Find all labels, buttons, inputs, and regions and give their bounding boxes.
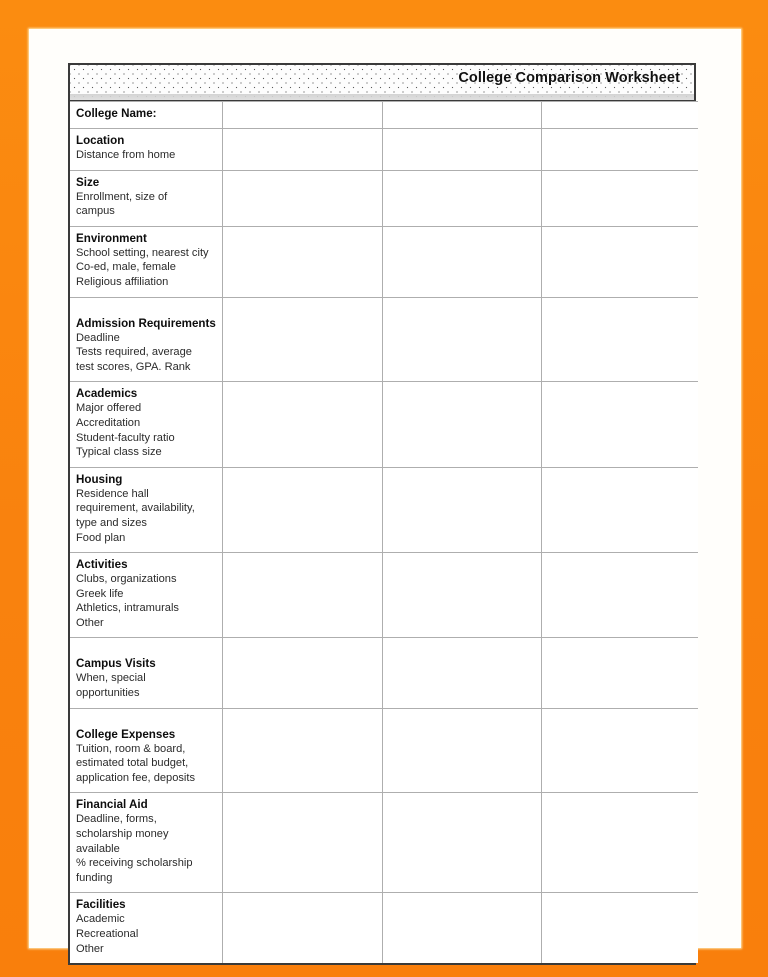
entry-cell[interactable] — [222, 467, 382, 552]
entry-cell[interactable] — [222, 297, 382, 382]
entry-cell[interactable] — [222, 708, 382, 793]
entry-cell[interactable] — [222, 793, 382, 893]
row-detail: When, special — [76, 672, 146, 685]
entry-cell[interactable] — [222, 382, 382, 467]
row-detail: % receiving scholarship — [76, 857, 193, 870]
entry-cell[interactable] — [222, 638, 382, 708]
row-detail: Co-ed, male, female — [76, 261, 176, 274]
row-detail: Religious affiliation — [76, 275, 169, 288]
row-detail: Enrollment, size of — [76, 190, 168, 203]
row-title: Campus Visits — [76, 657, 156, 671]
row-detail: scholarship money — [76, 828, 169, 841]
row-detail: Recreational — [76, 928, 139, 940]
row-label-facilities — [70, 893, 222, 963]
entry-cell[interactable] — [382, 297, 541, 382]
row-detail: Major offered — [76, 402, 142, 415]
entry-cell[interactable] — [382, 553, 541, 638]
entry-cell[interactable] — [541, 129, 698, 171]
row-label-location — [70, 129, 222, 171]
entry-cell[interactable] — [382, 129, 541, 171]
page-title: College Comparison Worksheet — [458, 70, 680, 86]
row-title: Size — [76, 175, 100, 189]
row-detail: School setting, nearest city — [76, 246, 209, 259]
row-label-financial-aid — [70, 793, 222, 893]
row-title: Housing — [76, 472, 123, 486]
row-detail: Accreditation — [76, 416, 141, 429]
header-divider-strip — [70, 94, 694, 100]
row-title: Environment — [76, 231, 147, 245]
comparison-table — [70, 101, 698, 963]
table-row — [70, 793, 698, 893]
entry-cell[interactable] — [541, 226, 698, 297]
entry-cell[interactable] — [382, 793, 541, 893]
row-detail: Tests required, average — [76, 346, 192, 359]
row-detail: Distance from home — [76, 149, 176, 161]
row-detail: Athletics, intramurals — [76, 602, 179, 615]
table-row — [70, 382, 698, 467]
entry-cell[interactable] — [541, 893, 698, 963]
row-detail: Food plan — [76, 531, 126, 544]
row-detail: Deadline — [76, 331, 120, 344]
entry-cell[interactable] — [382, 638, 541, 708]
entry-cell[interactable] — [222, 129, 382, 171]
entry-cell[interactable] — [222, 102, 382, 129]
entry-cell[interactable] — [382, 893, 541, 963]
entry-cell[interactable] — [382, 467, 541, 552]
row-detail: Academic — [76, 913, 125, 926]
entry-cell[interactable] — [541, 467, 698, 552]
row-detail: Student-faculty ratio — [76, 431, 175, 444]
worksheet-header-band — [70, 65, 694, 101]
entry-cell[interactable] — [541, 297, 698, 382]
row-detail: campus — [76, 205, 115, 218]
row-detail: Residence hall — [76, 487, 149, 500]
row-detail: test scores, GPA. Rank — [76, 360, 191, 373]
entry-cell[interactable] — [222, 893, 382, 963]
row-detail: Other — [76, 942, 104, 955]
row-title: College Expenses — [76, 727, 176, 741]
table-row — [70, 553, 698, 638]
entry-cell[interactable] — [541, 793, 698, 893]
entry-cell[interactable] — [541, 170, 698, 226]
row-label-academics — [70, 382, 222, 467]
row-detail: Deadline, forms, — [76, 813, 157, 826]
table-row — [70, 467, 698, 552]
table-row — [70, 638, 698, 708]
row-title: Financial Aid — [76, 798, 148, 812]
entry-cell[interactable] — [222, 170, 382, 226]
row-detail: funding — [76, 871, 113, 884]
row-detail: Typical class size — [76, 446, 162, 459]
entry-cell[interactable] — [222, 553, 382, 638]
row-title: Location — [76, 134, 125, 147]
entry-cell[interactable] — [541, 638, 698, 708]
row-detail: type and sizes — [76, 516, 147, 529]
entry-cell[interactable] — [382, 708, 541, 793]
entry-cell[interactable] — [382, 102, 541, 129]
row-label-admission-requirements — [70, 297, 222, 382]
table-row — [70, 226, 698, 297]
row-detail: Clubs, organizations — [76, 573, 177, 586]
row-title: Activities — [76, 558, 128, 572]
row-label-college-name — [70, 102, 222, 129]
row-label-environment — [70, 226, 222, 297]
table-row — [70, 102, 698, 129]
entry-cell[interactable] — [541, 102, 698, 129]
row-label-size — [70, 170, 222, 226]
entry-cell[interactable] — [382, 382, 541, 467]
row-detail: Tuition, room & board, — [76, 742, 186, 755]
row-title: Academics — [76, 387, 138, 401]
entry-cell[interactable] — [222, 226, 382, 297]
row-label-housing — [70, 467, 222, 552]
entry-cell[interactable] — [541, 553, 698, 638]
row-label-college-expenses — [70, 708, 222, 793]
entry-cell[interactable] — [382, 170, 541, 226]
entry-cell[interactable] — [541, 382, 698, 467]
worksheet-page — [29, 29, 741, 955]
row-title: Facilities — [76, 898, 126, 912]
row-title: Admission Requirements — [76, 316, 216, 330]
row-detail: Greek life — [76, 587, 124, 600]
row-label-activities — [70, 553, 222, 638]
entry-cell[interactable] — [541, 708, 698, 793]
row-detail: available — [76, 842, 120, 855]
row-detail: Other — [76, 616, 104, 629]
row-title: College Name: — [76, 107, 157, 120]
row-label-campus-visits — [70, 638, 222, 708]
table-row — [70, 170, 698, 226]
row-detail: application fee, deposits — [76, 771, 196, 784]
entry-cell[interactable] — [382, 226, 541, 297]
row-detail: estimated total budget, — [76, 757, 189, 770]
college-comparison-worksheet — [68, 63, 696, 965]
table-row — [70, 893, 698, 963]
table-row — [70, 297, 698, 382]
row-detail: opportunities — [76, 687, 140, 700]
row-detail: requirement, availability, — [76, 502, 195, 515]
table-row — [70, 129, 698, 171]
table-row — [70, 708, 698, 793]
